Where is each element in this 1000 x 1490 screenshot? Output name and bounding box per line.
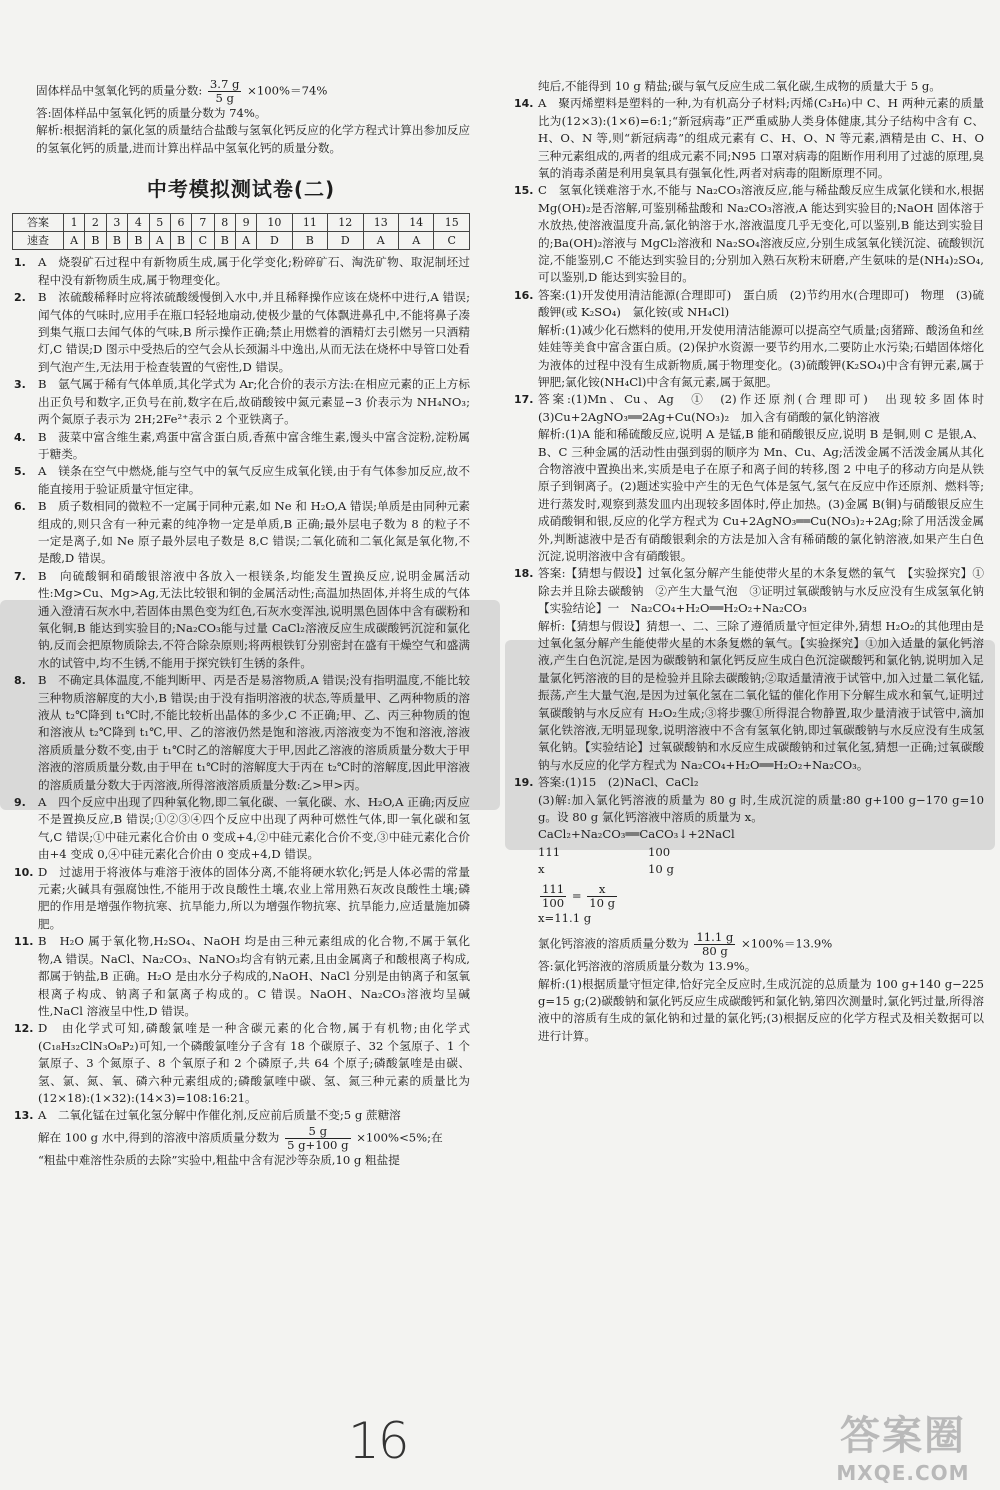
answer-letter: B (214, 232, 235, 250)
question-number: 3 (106, 213, 127, 231)
answer-item (512, 565, 996, 617)
answer-item (12, 254, 470, 289)
answer-item (12, 1020, 470, 1107)
item-text: D 过滤用于将液体与难溶于液体的固体分离,不能将硬水软化;钙是人体必需的常量元素;火碱具有强腐蚀性,不能用于改良酸性土壤,农业上常用熟石灰改良酸性土壤;磷肥的作用是增强作物抗寒、抗旱能力,所以为增强作物抗寒、抗旱能力,应适量施加磷肥。 (38, 864, 470, 931)
item-text: B 不确定具体温度,不能判断甲、丙是否是易溶物质,A 错误;没有指明温度,不能比较三种物质溶解度的大小,B 错误;由于没有指明溶液的状态,等质量甲、乙两种物质的溶液从 t₂℃降到 t₁℃时,不能比较析出晶体的多少,C 不正确;甲、乙、丙三种物质的饱和溶液从 t₂℃降到 t₁℃,甲、乙的溶液仍然是饱和溶液,丙溶液变为不饱和溶液,溶液溶质质量分数不变,由于 t₁℃时乙的溶解度大于甲,因此乙溶液的溶质质量分数大于甲溶液的溶质质量分数,由于甲在 t₁℃时的溶解度大于丙在 t₂℃时的溶解度,因此甲溶液的溶质质量分数大于丙溶液,所得溶液溶质质量分数:乙>甲>丙。 (38, 673, 470, 792)
mass-fraction-calc: 氯化钙溶液的溶质质量分数为 $\frac{11.1 g}{80 g}$ ×100%＝13.9% (538, 930, 833, 959)
item-text: A 烧裂矿石过程中有新物质生成,属于化学变化;粉碎矿石、淘洗矿物、取泥制坯过程中没有新物质生成,属于物理变化。 (38, 255, 470, 287)
answer-item (512, 426, 984, 565)
answer-letter: A (64, 232, 85, 250)
question-number: 8 (214, 213, 235, 231)
fraction: $\frac{11.1 g}{80 g}$ (696, 930, 734, 959)
answer-letter: B (170, 232, 191, 250)
question-number: 14 (398, 213, 433, 231)
page-number: 16 (348, 1412, 408, 1470)
question-number: 11 (292, 213, 327, 231)
fraction: $\frac{111}{100}$ (542, 881, 565, 910)
item-text: A 聚丙烯塑料是塑料的一种,为有机高分子材料;丙烯(C₃H₆)中 C、H 两种元素的质量比为(12×3):(1×6)=6:1;“新冠病毒”正严重威胁人类身体健康,其分子结构中含有 C、H、O、N 等,则“新冠病毒”的组成元素有 C、H、O、N 等元素,酒精是由 C、H、O 三种元素组成的,两者的组成元素不同;N95 口罩对病毒的阻断作用利用了过滤的原理,臭氧的消毒杀菌是利用臭氧具有强氧化性,两者对病毒的阻断原理不同。 (538, 96, 984, 181)
question-number: 4 (128, 213, 149, 231)
answer-letter: A (149, 232, 170, 250)
item-text: 答案:(1)Mn、Cu、Ag ① (2)作还原剂(合理即可) 出现较多固体时 (3)Cu+2AgNO₃══2Ag+Cu(NO₃)₂ 加入含有硝酸的氯化钠溶液 (538, 392, 996, 424)
right-answer-list (512, 95, 996, 791)
answer-item (512, 774, 984, 791)
analysis-line: 解析:根据消耗的氯化氢的质量结合盐酸与氢氧化钙反应的化学方程式计算出参加反应的氢氧化钙的质量,进而计算出样品中氢氧化钙的质量分数。 (36, 123, 470, 155)
answer-item (12, 794, 470, 864)
item-number: 6. (14, 500, 26, 514)
left-column (12, 78, 470, 1169)
item-number: 15. (514, 184, 534, 198)
question-number: 10 (257, 213, 292, 231)
item-number: 5. (14, 465, 26, 479)
item-number: 14. (514, 97, 534, 111)
answer-letter: B (85, 232, 106, 250)
item-text: A 镁条在空气中燃烧,能与空气中的氧气反应生成氧化镁,由于有气体参加反应,故不能直接用于验证质量守恒定律。 (38, 464, 470, 496)
answer-letter: A (236, 232, 257, 250)
answer-item (512, 182, 984, 286)
equation-ratio-row: 111 100 (538, 844, 671, 859)
answer-letter: B (292, 232, 327, 250)
answer-item (12, 672, 470, 794)
question-number: 6 (170, 213, 191, 231)
table-row-label: 答案 (13, 213, 64, 231)
item-number: 19. (514, 776, 534, 790)
answer-item (12, 498, 470, 568)
chemical-equation: CaCl₂+Na₂CO₃══CaCO₃↓+2NaCl (538, 827, 735, 842)
answer-letter: C (434, 232, 470, 250)
question-number: 7 (192, 213, 214, 231)
item-text: B 氩气属于稀有气体单质,其化学式为 Ar;化合价的表示方法:在相应元素的正上方标出正负号和数字,正负号在前,数字在后,故硝酸铵中氮元素显−3 价表示为 NH₄NO₃;两个氮原子表示为 2H;2Fe²⁺表示 2 个亚铁离子。 (38, 377, 470, 427)
watermark-logo: 答案圈 MXQE.COM (836, 1413, 970, 1485)
preceding-calc (12, 78, 470, 105)
item-text: 答案:【猜想与假设】过氧化氢分解产生能使带火星的木条复燃的氧气 【实验探究】①除去并且除去碳酸钠 ②产生大量气泡 ③证明过氧碳酸钠与水反应没有生成氢氧化钠 【实验结论】一 Na₂CO₄+H₂O══H₂O₂+Na₂CO₃ (538, 566, 996, 616)
item-number: 8. (14, 674, 26, 688)
answer-item (12, 429, 470, 464)
equation-ratio-row: x 10 g (538, 862, 674, 877)
left-answer-list (12, 254, 470, 1124)
item-text: B 菠菜中富含维生素,鸡蛋中富含蛋白质,香蕉中富含维生素,馒头中富含淀粉,淀粉属于糖类。 (38, 429, 470, 461)
question-number: 15 (434, 213, 470, 231)
item-text: 解析:(1)A 能和稀硫酸反应,说明 A 是锰,B 能和硝酸银反应,说明 B 是铜,则 C 是银,A、B、C 三种金属的活动性由强到弱的顺序为 Mn、Cu、Ag;活泼金属不活泼金属从其化合物溶液中置换出来,实质是电子在原子和离子间的转移,图 2 中电子的移动方向是从铁原子到铜离子。(2)题述实验中产生的无色气体是氢气,氢气在反应中作还原剂、燃料等;进行蒸发时,观察到蒸发皿内出现较多固体时,停止加热。(3)金属 B(铜)与硝酸银反应生成硝酸铜和银,反应的化学方程式为 Cu+2AgNO₃══Cu(NO₃)₂+2Ag;除了用活泼金属外,判断滤液中是否有硝酸银剩余的方法是加入含有稀硝酸的氯化钠溶液,如果产生白色沉淀,说明溶液中含有硝酸银。 (538, 427, 984, 563)
answer-letter: D (328, 232, 363, 250)
answer-letter: A (398, 232, 433, 250)
item-text: 答案:(1)15 (2)NaCl、CaCl₂ (538, 775, 699, 790)
item-text: B 浓硫酸稀释时应将浓硫酸缓慢倒入水中,并且稀释操作应该在烧杯中进行,A 错误;闻气体的气味时,应用手在瓶口轻轻地扇动,使极少量的气体飘进鼻孔中,不能将鼻子凑到集气瓶口去闻气体的气味,B 所示操作正确;禁止用燃着的酒精灯去引燃另一只酒精灯,C 错误;D 图示中受热后的空气会从长颈漏斗中逸出,从而无法在烧杯中导管口处看到气泡产生,无法用于检查装置的气密性,D 错误。 (38, 290, 470, 374)
answer-item (12, 376, 470, 428)
item-number: 3. (14, 378, 26, 392)
item-text: C 氢氧化镁难溶于水,不能与 Na₂CO₃溶液反应,能与稀盐酸反应生成氯化镁和水,根据 Mg(OH)₂是否溶解,可鉴别稀盐酸和 Na₂CO₃溶液,A 能达到实验目的;NaOH 固体溶于水放热,使溶液温度升高,氯化钠溶于水,溶液温度几乎无变化,可以鉴别,B 能达到实验目的;Ba(OH)₂溶液与 MgCl₂溶液和 Na₂SO₄溶液反应,分别生成氢氧化镁沉淀、硫酸钡沉淀,不能鉴别,C 不能达到实验目的;分别加入熟石灰粉末研磨,产生氨味的是(NH₄)₂SO₄,可以鉴别,D 能达到实验目的。 (538, 183, 984, 285)
question-number: 1 (64, 213, 85, 231)
answer-item (512, 95, 984, 182)
fraction: $\frac{3.7 g}{5 g}$ (209, 77, 240, 105)
right-column (512, 78, 996, 1045)
calc-label: 固体样品中氢氧化钙的质量分数: (36, 83, 203, 98)
answer-item (12, 864, 470, 934)
item-text: 答案:(1)开发使用清洁能源(合理即可) 蛋白质 (2)节约用水(合理即可) 物理 (3)硫酸钾(或 K₂SO₄) 氯化铵(或 NH₄Cl) (538, 287, 984, 320)
item-text: A 二氧化锰在过氧化氢分解中作催化剂,反应前后质量不变;5 g 蔗糖溶 (38, 1108, 401, 1123)
answer-item (512, 322, 984, 392)
answer-letter: B (128, 232, 149, 250)
answer-letter: B (106, 232, 127, 250)
answer-item (512, 618, 984, 775)
answer-item (12, 289, 470, 376)
table-row-label: 速查 (13, 232, 64, 250)
answer-table (12, 213, 470, 251)
item-number: 9. (14, 796, 26, 810)
item-number: 10. (14, 865, 34, 879)
item-number: 7. (14, 569, 26, 583)
item-number: 17. (514, 393, 534, 407)
question-number: 9 (236, 213, 257, 231)
answer-letter: C (192, 232, 214, 250)
item-13-continued: 解在 100 g 水中,得到的溶液中溶质质量分数为 $\frac{5 g}{5 g+100 g}$ ×100%<5%;在 (38, 1123, 443, 1152)
item-number: 12. (14, 1022, 34, 1036)
answer-item (12, 463, 470, 498)
answer-line: 答:氯化钙溶液的溶质质量分数为 13.9%。 (538, 959, 757, 974)
answer-item (512, 391, 996, 426)
item-number: 2. (14, 291, 26, 305)
calc-result: ×100%＝74% (247, 83, 328, 98)
item-number: 11. (14, 935, 34, 949)
item-text: B 向硫酸铜和硝酸银溶液中各放入一根镁条,均能发生置换反应,说明金属活动性:Mg>Cu、Mg>Ag,无法比较银和铜的金属活动性;高温加热固体,并将生成的气体通入澄清石灰水中,若固体由黑色变为红色,石灰水变浑浊,说明黑色固体中含有碳粉和氧化铜,B 能达到实验目的;Na₂CO₃能与过量 CaCl₂溶液反应生成碳酸钙沉淀和氯化钠,反而会把原物质除去,不符合除杂原则;将两根铁钉分别密封在盛有干燥空气和盛满水的试管中,均不生锈,不能用于探究铁钉生锈的条件。 (38, 568, 470, 670)
fraction: $\frac{5 g}{5 g+100 g}$ (287, 1123, 349, 1152)
answer-line: 答:固体样品中氢氧化钙的质量分数为 74%。 (36, 106, 267, 120)
item-text: D 由化学式可知,磷酸氯喹是一种含碳元素的化合物,属于有机物;由化学式(C₁₈H₃₂ClN₃O₈P₂)可知,一个磷酸氯喹分子含有 18 个碳原子、32 个氢原子、1 个氯原子、3 个氮原子、8 个氧原子和 2 个磷原子,共 64 个原子;磷酸氯喹是由碳、氢、氯、氮、氧、磷六种元素组成的;磷酸氯喹中碳、氢、氮三种元素的质量比为(12×18):(1×32):(14×3)=108:16:21。 (38, 1021, 470, 1105)
item-19-solution: (3)解:加入氯化钙溶液的质量为 80 g 时,生成沉淀的质量:80 g+100 g−170 g=10 g。设 80 g 氯化钙溶液中溶质的质量为 x。 CaCl₂+Na₂CO₃══CaCO₃↓+2NaCl 111 100 x 10 g $\frac{111}{100}$ = $\frac{x}{10 g}$ x=11.1 g 氯化钙溶液的溶质质量分数为 $\frac{11.1 g}{80 g}$ ×100%＝13.9% 答:氯化钙溶液的溶质质量分数为 13.9%。 解析:(1)根据质量守恒定律,恰好完全反应时,生成沉淀的总质量为 100 g+140 g−225 g=15 g;(2)碳酸钠和氯化钙反应生成碳酸钙和氯化钠,第四次测量时,氯化钙过量,所得溶液中的溶质有生成的氯化钠和过量的氯化钙;(3)根据反应的化学方程式及相关数据可以进行计算。 (512, 792, 984, 1045)
proportion: $\frac{111}{100}$ = $\frac{x}{10 g}$ (542, 881, 616, 910)
item-text: B H₂O 属于氧化物,H₂SO₄、NaOH 均是由三种元素组成的化合物,不属于氧化物,A 错误。NaCl、Na₂CO₃、NaNO₃均含有钠元素,且由金属离子和酸根离子构成,都属于钠盐,B 正确。H₂O 是由水分子构成的,NaOH、NaCl 分别是由钠离子和氢氧根离子构成、钠离子和氯离子构成的。C 错误。NaOH、Na₂CO₃溶液均呈碱性,NaCl 溶液呈中性,D 错误。 (38, 934, 470, 1018)
question-number: 12 (328, 213, 363, 231)
item-number: 4. (14, 430, 26, 444)
answer-item (12, 568, 470, 672)
answer-letter: A (363, 232, 398, 250)
item-text: 解析:(1)减少化石燃料的使用,开发使用清洁能源可以提高空气质量;卤猪蹄、酸汤鱼和丝娃娃等美食中富含蛋白质。(2)保护水资源一要节约用水,二要防止水污染;石蜡固体熔化为液体的过程中没有生成新物质,属于物理变化。(3)硫酸钾(K₂SO₄)中含有钾元素,属于钾肥;氯化铵(NH₄Cl)中含有氮元素,属于氮肥。 (538, 322, 984, 389)
question-number: 2 (85, 213, 106, 231)
question-number: 5 (149, 213, 170, 231)
item-text: 解析:【猜想与假设】猜想一、二、三除了遵循质量守恒定律外,猜想 H₂O₂的其他理由是过氧化氢分解产生能使带火星的木条复燃的氧气。【实验探究】①加入适量的氯化钙溶液,产生白色沉淀,是因为碳酸钠和氯化钙反应生成白色沉淀碳酸钙和氯化钠,说明加入足量氯化钙溶液的目的是检验并且除去碳酸钠;②取适量清液于试管中,加入过量二氧化锰,振荡,产生大量气泡,是因为过氧化氢在二氧化锰的催化作用下分解生成水和氧气,证明过氧碳酸钠与水反应有 H₂O₂生成;③将步骤①所得混合物静置,取少量清液于试管中,滴加氯化铁溶液,无明显现象,说明溶液中不含有氢氧化钠,即过氧碳酸钠与水反应没有生成氢氧化钠。【实验结论】过氧碳酸钠和水反应生成碳酸钠和过氧化氢,猜想一正确;过氧碳酸钠与水反应的化学方程式为 Na₂CO₄+H₂O══H₂O₂+Na₂CO₃。 (538, 618, 984, 772)
item-number: 13. (14, 1109, 34, 1123)
item-number: 18. (514, 567, 534, 581)
answer-letter: D (257, 232, 292, 250)
item-text: B 质子数相同的微粒不一定属于同种元素,如 Ne 和 H₂O,A 错误;单质是由同种元素组成的,则只含有一种元素的纯净物一定是单质,B 正确;最外层电子数为 8 的粒子不一定是离子,如 Ne 原子最外层电子数是 8,C 错误;二氧化硫和二氧化氮是氧化物,不是酸,D 错误。 (38, 499, 470, 566)
item-text: A 四个反应中出现了四种氧化物,即二氧化碳、一氧化碳、水、H₂O,A 正确;丙反应不是置换反应,B 错误;①②③④四个反应中出现了两种可燃性气体,即一氧化碳和氢气,C 错误;①中硅元素化合价由 0 变成+4,②中硅元素化合价不变,③中硅元素化合价由+4 变成 0,④中硅元素化合价由 0 变成+4,D 错误。 (38, 795, 470, 862)
section-title: 中考模拟测试卷(二) (146, 177, 336, 202)
item-13-tail: “粗盐中难溶性杂质的去除”实验中,粗盐中含有泥沙等杂质,10 g 粗盐提 (38, 1152, 400, 1167)
fraction: $\frac{x}{10 g}$ (589, 881, 616, 910)
answer-item (12, 1107, 470, 1124)
question-number: 13 (363, 213, 398, 231)
answer-item (512, 287, 984, 322)
answer-item (12, 933, 470, 1020)
item-number: 1. (14, 256, 26, 270)
item-13-end: 纯后,不能得到 10 g 精盐;碳与氧气反应生成二氧化碳,生成物的质量大于 5 g。 (538, 79, 941, 93)
item-number: 16. (514, 288, 534, 302)
analysis-line: 解析:(1)根据质量守恒定律,恰好完全反应时,生成沉淀的总质量为 100 g+140 g−225 g=15 g;(2)碳酸钠和氯化钙反应生成碳酸钙和氯化钠,第四次测量时,氯化钙过量,所得溶液中的溶质有生成的氯化钠和过量的氯化钙;(3)根据反应的化学方程式及相关数据可以进行计算。 (538, 976, 984, 1043)
